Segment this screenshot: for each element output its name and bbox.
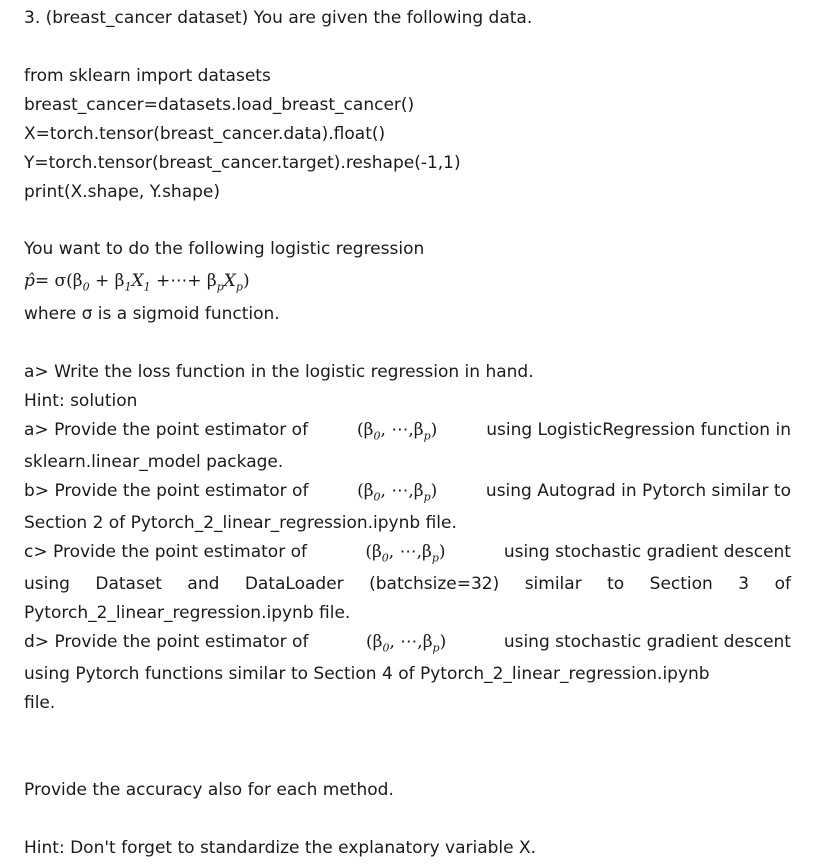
code-line-5: print(X.shape, Y.shape) (24, 182, 221, 202)
code-line-3: X=torch.tensor(breast_cancer.data).float() (24, 124, 386, 144)
sigmoid-note: where σ is a sigmoid function. (24, 304, 280, 324)
task-c-line1: c> Provide the point estimator of ($\beta_0$, $\cdots,\beta_p$) using stochastic gradient descent (24, 541, 791, 569)
regression-formula: p̂= $\sigma(\beta_0 + \beta_1X_1$ +⋯+ $\beta_pX_p$) (24, 271, 250, 294)
param-vector: ($\beta_0$, $\cdots,\beta_p$) (365, 542, 446, 565)
task-d-line1: d> Provide the point estimator of ($\beta_0$, $\cdots,\beta_p$) using stochastic gradient descent (24, 631, 791, 659)
param-vector: ($\beta_0$, $\cdots,\beta_p$) (366, 632, 447, 655)
code-line-2: breast_cancer=datasets.load_breast_cancer() (24, 95, 415, 115)
task-b-line1: b> Provide the point estimator of ($\beta_0$, $\cdots,\beta_p$) using Autograd in Pytorch similar to (24, 480, 791, 508)
task-a2-line1: a> Provide the point estimator of ($\beta_0$, $\cdots,\beta_p$) using LogisticRegression function in (24, 419, 791, 447)
problem-title: 3. (breast_cancer dataset) You are given the following data. (24, 8, 533, 28)
param-vector: ($\beta_0$, $\cdots,\beta_p$) (357, 481, 438, 504)
task-a2-line2: sklearn.linear_model package. (24, 452, 284, 472)
param-vector: ($\beta_0$, $\cdots,\beta_p$) (357, 420, 438, 443)
code-line-1: from sklearn import datasets (24, 66, 271, 86)
task-c-line2: using Dataset and DataLoader (batchsize=32) similar to Section 3 of (24, 574, 791, 594)
task-b-line2: Section 2 of Pytorch_2_linear_regression.ipynb file. (24, 513, 457, 533)
code-line-4: Y=torch.tensor(breast_cancer.target).reshape(-1,1) (24, 153, 461, 173)
hint-solution: Hint: solution (24, 391, 138, 411)
task-a1: a> Write the loss function in the logistic regression in hand. (24, 362, 534, 382)
task-d-line2: using Pytorch functions similar to Section 4 of Pytorch_2_linear_regression.ipynb (24, 664, 710, 684)
task-d-line3: file. (24, 693, 56, 713)
accuracy-request: Provide the accuracy also for each method. (24, 780, 394, 800)
task-c-line3: Pytorch_2_linear_regression.ipynb file. (24, 603, 351, 623)
hint-standardize: Hint: Don't forget to standardize the explanatory variable X. (24, 838, 537, 858)
intro-text: You want to do the following logistic regression (24, 239, 425, 259)
